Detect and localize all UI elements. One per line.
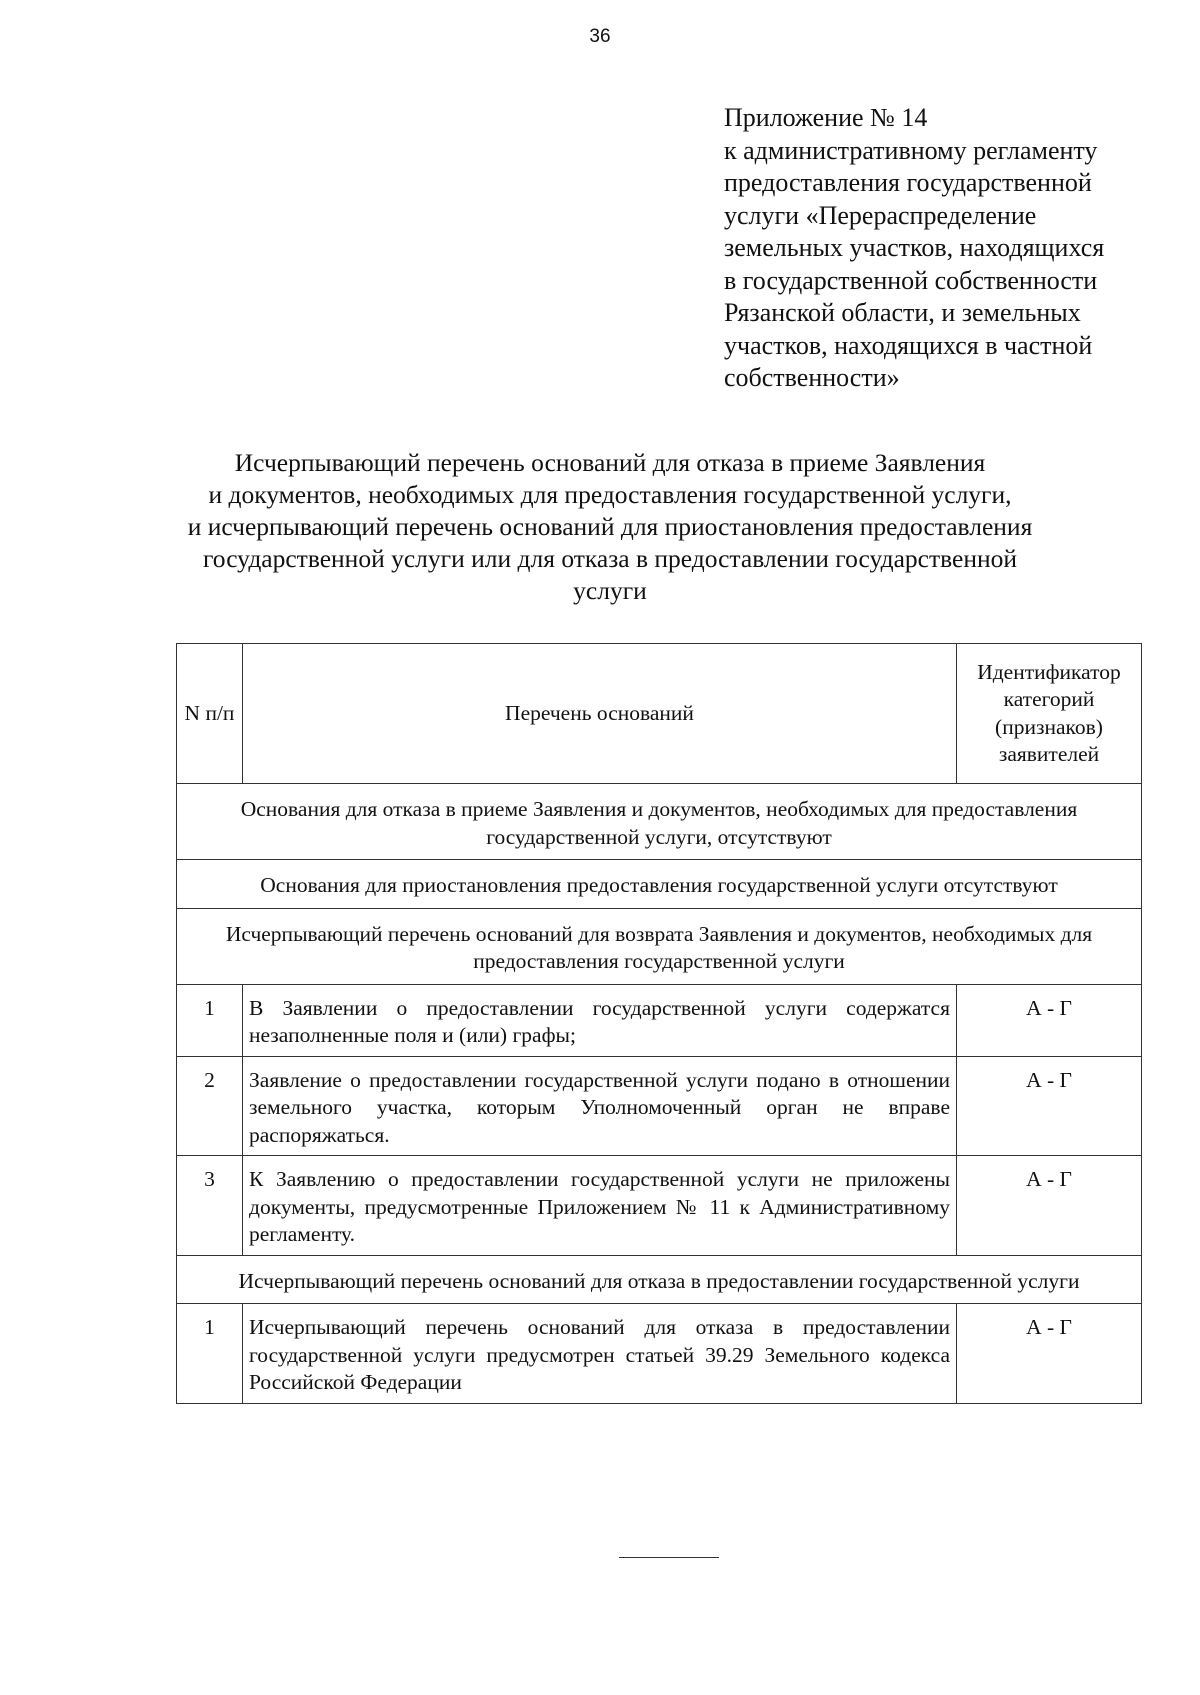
section-title: Основания для отказа в приеме Заявления и документов, необходимых для предоставления государственной услуги, отсутствуют (177, 784, 1142, 860)
section-row (177, 784, 1142, 860)
row-category: А - Г (957, 1056, 1142, 1156)
appendix-line: Приложение № 14 (724, 103, 928, 132)
row-text: К Заявлению о предоставлении государственной услуги не приложены документы, предусмотренные Приложением № 11 к Административному регламенту. (243, 1156, 957, 1256)
section-row (177, 908, 1142, 984)
header-grounds: Перечень оснований (243, 644, 957, 784)
header-number: N п/п (177, 644, 243, 784)
appendix-line: земельных участков, находящихся (724, 233, 1105, 262)
appendix-line: в государственной собственности (724, 265, 1098, 295)
title-line: и исчерпывающий перечень оснований для приостановления предоставления (187, 512, 1033, 541)
page-number: 36 (589, 26, 611, 47)
appendix-line: Рязанской области, и земельных (724, 298, 1081, 327)
section-title: Исчерпывающий перечень оснований для отказа в предоставлении государственной услуги (177, 1255, 1142, 1304)
row-number: 2 (177, 1056, 243, 1156)
table-row (177, 1056, 1142, 1156)
title-line: Исчерпывающий перечень оснований для отказа в приеме Заявления (234, 448, 986, 477)
document-title (150, 447, 1070, 607)
appendix-line: собственности» (724, 363, 900, 392)
bottom-divider (619, 1557, 719, 1558)
appendix-line: услуги «Перераспределение (724, 200, 1037, 230)
row-category: А - Г (957, 1156, 1142, 1256)
table-row (177, 1156, 1142, 1256)
title-line: государственной услуги или для отказа в предоставлении государственной (202, 544, 1018, 573)
row-text: В Заявлении о предоставлении государственной услуги содержатся незаполненные поля и (или) графы; (243, 984, 957, 1056)
appendix-line: предоставления государственной (724, 168, 1092, 197)
header-identifier: Идентификатор категорий (признаков) заявителей (957, 644, 1142, 784)
table-header-row (177, 644, 1142, 784)
table-row (177, 984, 1142, 1056)
appendix-line: к административному регламенту (724, 135, 1098, 165)
row-text: Заявление о предоставлении государственной услуги подано в отношении земельного участка, которым Уполномоченный орган не вправе распоряжаться. (243, 1056, 957, 1156)
row-text: Исчерпывающий перечень оснований для отказа в предоставлении государственной услуги предусмотрен статьей 39.29 Земельного кодекса Российской Федерации (243, 1304, 957, 1404)
section-title: Основания для приостановления предоставления государственной услуги отсутствуют (177, 860, 1142, 909)
section-row (177, 1255, 1142, 1304)
row-number: 3 (177, 1156, 243, 1256)
section-title: Исчерпывающий перечень оснований для возврата Заявления и документов, необходимых для предоставления государственной услуги (177, 908, 1142, 984)
row-number: 1 (177, 984, 243, 1056)
title-line: и документов, необходимых для предоставления государственной услуги, (208, 480, 1012, 509)
row-number: 1 (177, 1304, 243, 1404)
row-category: А - Г (957, 984, 1142, 1056)
appendix-reference (724, 102, 1174, 395)
section-row (177, 860, 1142, 909)
row-category: А - Г (957, 1304, 1142, 1404)
table-row (177, 1304, 1142, 1404)
appendix-line: участков, находящихся в частной (724, 330, 1093, 360)
title-line: услуги (573, 576, 647, 605)
grounds-table (176, 643, 1142, 1404)
